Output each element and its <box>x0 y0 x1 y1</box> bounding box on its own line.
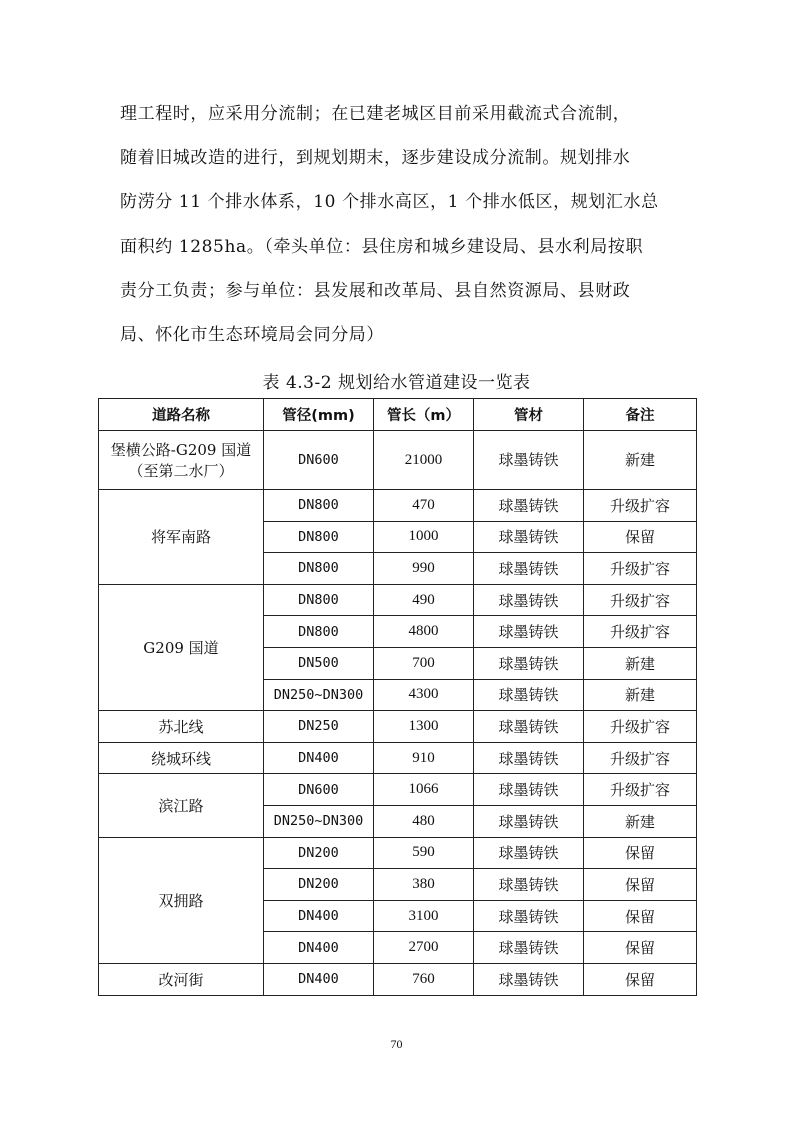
table-row <box>99 490 697 522</box>
length-cell: 1066 <box>374 774 474 806</box>
paragraph-line: 面积约 1285ha。（牵头单位：县住房和城乡建设局、县水利局按职 <box>120 236 644 257</box>
length-cell: 700 <box>374 647 474 679</box>
length-cell: 380 <box>374 869 474 901</box>
remark-cell: 升级扩容 <box>584 490 697 522</box>
road-name-cell <box>99 742 264 774</box>
remark-cell: 新建 <box>584 679 697 711</box>
material-cell: 球墨铸铁 <box>474 900 584 932</box>
material-cell: 球墨铸铁 <box>474 711 584 743</box>
remark-cell: 保留 <box>584 869 697 901</box>
material-cell: 球墨铸铁 <box>474 584 584 616</box>
table-row <box>99 431 697 490</box>
road-name-line: 绕城环线 <box>150 749 211 768</box>
remark-cell: 保留 <box>584 900 697 932</box>
length-cell: 470 <box>374 490 474 522</box>
remark-cell: 保留 <box>584 932 697 964</box>
body-paragraph <box>120 92 680 357</box>
remark-cell: 新建 <box>584 647 697 679</box>
material-cell: 球墨铸铁 <box>474 616 584 648</box>
remark-cell: 升级扩容 <box>584 616 697 648</box>
road-name-cell <box>99 963 264 995</box>
header-road-name: 道路名称 <box>99 399 264 431</box>
paragraph-line: 责分工负责；参与单位：县发展和改革局、县自然资源局、县财政 <box>120 280 631 301</box>
diameter-cell: DN600 <box>264 431 374 490</box>
remark-cell: 保留 <box>584 521 697 553</box>
road-name-line: 将军南路 <box>150 528 211 547</box>
header-length: 管长（m） <box>374 399 474 431</box>
material-cell: 球墨铸铁 <box>474 932 584 964</box>
diameter-cell: DN500 <box>264 647 374 679</box>
length-cell: 4300 <box>374 679 474 711</box>
length-cell: 590 <box>374 837 474 869</box>
length-cell: 4800 <box>374 616 474 648</box>
material-cell: 球墨铸铁 <box>474 742 584 774</box>
table-body <box>99 431 697 996</box>
material-cell: 球墨铸铁 <box>474 647 584 679</box>
diameter-cell: DN800 <box>264 490 374 522</box>
header-remark: 备注 <box>584 399 697 431</box>
road-name-cell <box>99 711 264 743</box>
header-material: 管材 <box>474 399 584 431</box>
diameter-cell: DN400 <box>264 963 374 995</box>
material-cell: 球墨铸铁 <box>474 521 584 553</box>
length-cell: 490 <box>374 584 474 616</box>
table-row <box>99 584 697 616</box>
remark-cell: 保留 <box>584 837 697 869</box>
diameter-cell: DN800 <box>264 584 374 616</box>
road-name-cell <box>99 774 264 837</box>
material-cell: 球墨铸铁 <box>474 490 584 522</box>
table-caption: 表 4.3-2 规划给水管道建设一览表 <box>262 373 531 393</box>
length-cell: 910 <box>374 742 474 774</box>
paragraph-line: 局、怀化市生态环境局会同分局） <box>120 324 384 345</box>
diameter-cell: DN250~DN300 <box>264 679 374 711</box>
diameter-cell: DN600 <box>264 774 374 806</box>
remark-cell: 升级扩容 <box>584 742 697 774</box>
paragraph-line: 理工程时，应采用分流制；在已建老城区目前采用截流式合流制， <box>120 104 631 124</box>
diameter-cell: DN800 <box>264 521 374 553</box>
material-cell: 球墨铸铁 <box>474 837 584 869</box>
length-cell: 1300 <box>374 711 474 743</box>
remark-cell: 升级扩容 <box>584 774 697 806</box>
length-cell: 760 <box>374 963 474 995</box>
material-cell: 球墨铸铁 <box>474 553 584 585</box>
remark-cell: 升级扩容 <box>584 553 697 585</box>
table-row <box>99 774 697 806</box>
table-row <box>99 711 697 743</box>
table-row <box>99 963 697 995</box>
remark-cell: 升级扩容 <box>584 584 697 616</box>
header-diameter: 管径(mm) <box>264 399 374 431</box>
diameter-cell: DN400 <box>264 900 374 932</box>
length-cell: 990 <box>374 553 474 585</box>
remark-cell: 新建 <box>584 431 697 490</box>
paragraph-line: 防涝分 11 个排水体系，10 个排水高区，1 个排水低区，规划汇水总 <box>120 192 659 213</box>
road-name-line: 苏北线 <box>158 717 204 736</box>
length-cell: 2700 <box>374 932 474 964</box>
remark-cell: 新建 <box>584 805 697 837</box>
diameter-cell: DN250 <box>264 711 374 743</box>
water-pipe-table <box>98 398 697 996</box>
remark-cell: 升级扩容 <box>584 711 697 743</box>
paragraph-line: 随着旧城改造的进行，到规划期末，逐步建设成分流制。规划排水 <box>120 148 631 169</box>
length-cell: 480 <box>374 805 474 837</box>
road-name-line: 双拥路 <box>158 891 204 910</box>
remark-cell: 保留 <box>584 963 697 995</box>
diameter-cell: DN250~DN300 <box>264 805 374 837</box>
page-number: 70 <box>390 1037 403 1051</box>
diameter-cell: DN800 <box>264 616 374 648</box>
road-name-line: 堡横公路-G209 国道 <box>110 441 252 459</box>
road-name-line: （至第二水厂） <box>128 462 234 480</box>
material-cell: 球墨铸铁 <box>474 869 584 901</box>
diameter-cell: DN400 <box>264 742 374 774</box>
diameter-cell: DN400 <box>264 932 374 964</box>
length-cell: 21000 <box>374 431 474 490</box>
material-cell: 球墨铸铁 <box>474 431 584 490</box>
road-name-cell <box>99 584 264 710</box>
length-cell: 3100 <box>374 900 474 932</box>
table-header-row <box>99 399 697 431</box>
length-cell: 1000 <box>374 521 474 553</box>
material-cell: 球墨铸铁 <box>474 774 584 806</box>
diameter-cell: DN200 <box>264 869 374 901</box>
road-name-line: 改河街 <box>158 970 204 989</box>
road-name-cell <box>99 837 264 963</box>
material-cell: 球墨铸铁 <box>474 963 584 995</box>
material-cell: 球墨铸铁 <box>474 805 584 837</box>
diameter-cell: DN200 <box>264 837 374 869</box>
road-name-cell <box>99 490 264 585</box>
road-name-line: 滨江路 <box>158 796 204 815</box>
table-row <box>99 837 697 869</box>
material-cell: 球墨铸铁 <box>474 679 584 711</box>
table-row <box>99 742 697 774</box>
road-name-cell <box>99 431 264 490</box>
road-name-line: G209 国道 <box>143 638 219 657</box>
diameter-cell: DN800 <box>264 553 374 585</box>
